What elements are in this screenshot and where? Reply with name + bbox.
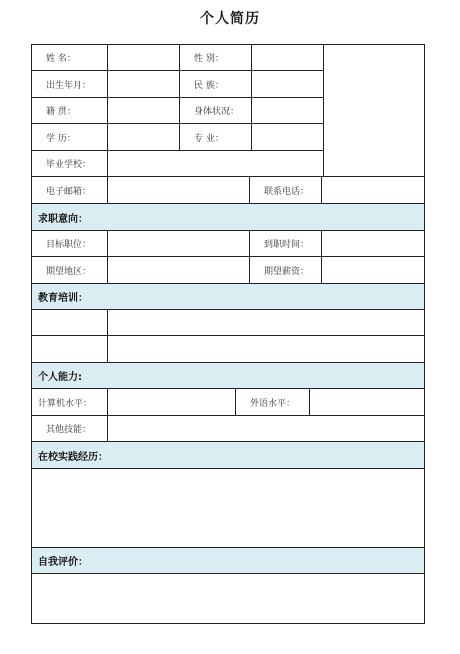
ethnic-label: 民 族： — [180, 71, 252, 98]
resume-form — [31, 44, 425, 624]
name-field[interactable] — [108, 45, 180, 71]
education-date-cell[interactable] — [32, 336, 108, 363]
position-label: 目标职位： — [32, 231, 108, 257]
education-detail-cell[interactable] — [108, 336, 424, 363]
other-skills-field[interactable] — [108, 416, 424, 442]
self-eval-section-header: 自我评价： — [32, 548, 424, 574]
ability-section-header: 个人能力: — [32, 363, 424, 389]
area-label: 期望地区： — [32, 257, 108, 284]
gender-field[interactable] — [252, 45, 324, 71]
native-field[interactable] — [108, 98, 180, 124]
name-label: 姓 名： — [32, 45, 108, 71]
major-field[interactable] — [252, 124, 324, 151]
birth-label: 出生年月： — [32, 71, 108, 98]
native-label: 籍 贯： — [32, 98, 108, 124]
job-section-header: 求职意向： — [32, 204, 424, 231]
gender-label: 性 别： — [180, 45, 252, 71]
self-eval-content[interactable] — [32, 574, 424, 623]
salary-field[interactable] — [322, 257, 424, 284]
area-field[interactable] — [108, 257, 250, 284]
page-title: 个人简历 — [200, 11, 260, 27]
email-field[interactable] — [108, 177, 250, 204]
ethnic-field[interactable] — [252, 71, 324, 98]
edu-field[interactable] — [108, 124, 180, 151]
phone-field[interactable] — [322, 177, 424, 204]
education-date-cell[interactable] — [32, 310, 108, 336]
email-label: 电子邮箱： — [32, 177, 108, 204]
birth-field[interactable] — [108, 71, 180, 98]
other-skills-label: 其他技能： — [32, 416, 108, 442]
phone-label: 联系电话： — [250, 177, 322, 204]
education-detail-cell[interactable] — [108, 310, 424, 336]
start-label: 到职时间： — [250, 231, 322, 257]
practice-content[interactable] — [32, 469, 424, 548]
photo-box[interactable] — [324, 45, 424, 177]
language-label: 外语水平： — [236, 389, 310, 416]
education-section-header: 教育培训： — [32, 284, 424, 310]
practice-section-header: 在校实践经历： — [32, 442, 424, 469]
language-field[interactable] — [310, 389, 424, 416]
computer-label: 计算机水平： — [32, 389, 108, 416]
start-field[interactable] — [322, 231, 424, 257]
edu-label: 学 历： — [32, 124, 108, 151]
salary-label: 期望薪资： — [250, 257, 322, 284]
health-label: 身体状况： — [180, 98, 252, 124]
school-field[interactable] — [108, 151, 324, 177]
position-field[interactable] — [108, 231, 250, 257]
health-field[interactable] — [252, 98, 324, 124]
computer-field[interactable] — [108, 389, 236, 416]
major-label: 专 业： — [180, 124, 252, 151]
school-label: 毕业学校： — [32, 151, 108, 177]
